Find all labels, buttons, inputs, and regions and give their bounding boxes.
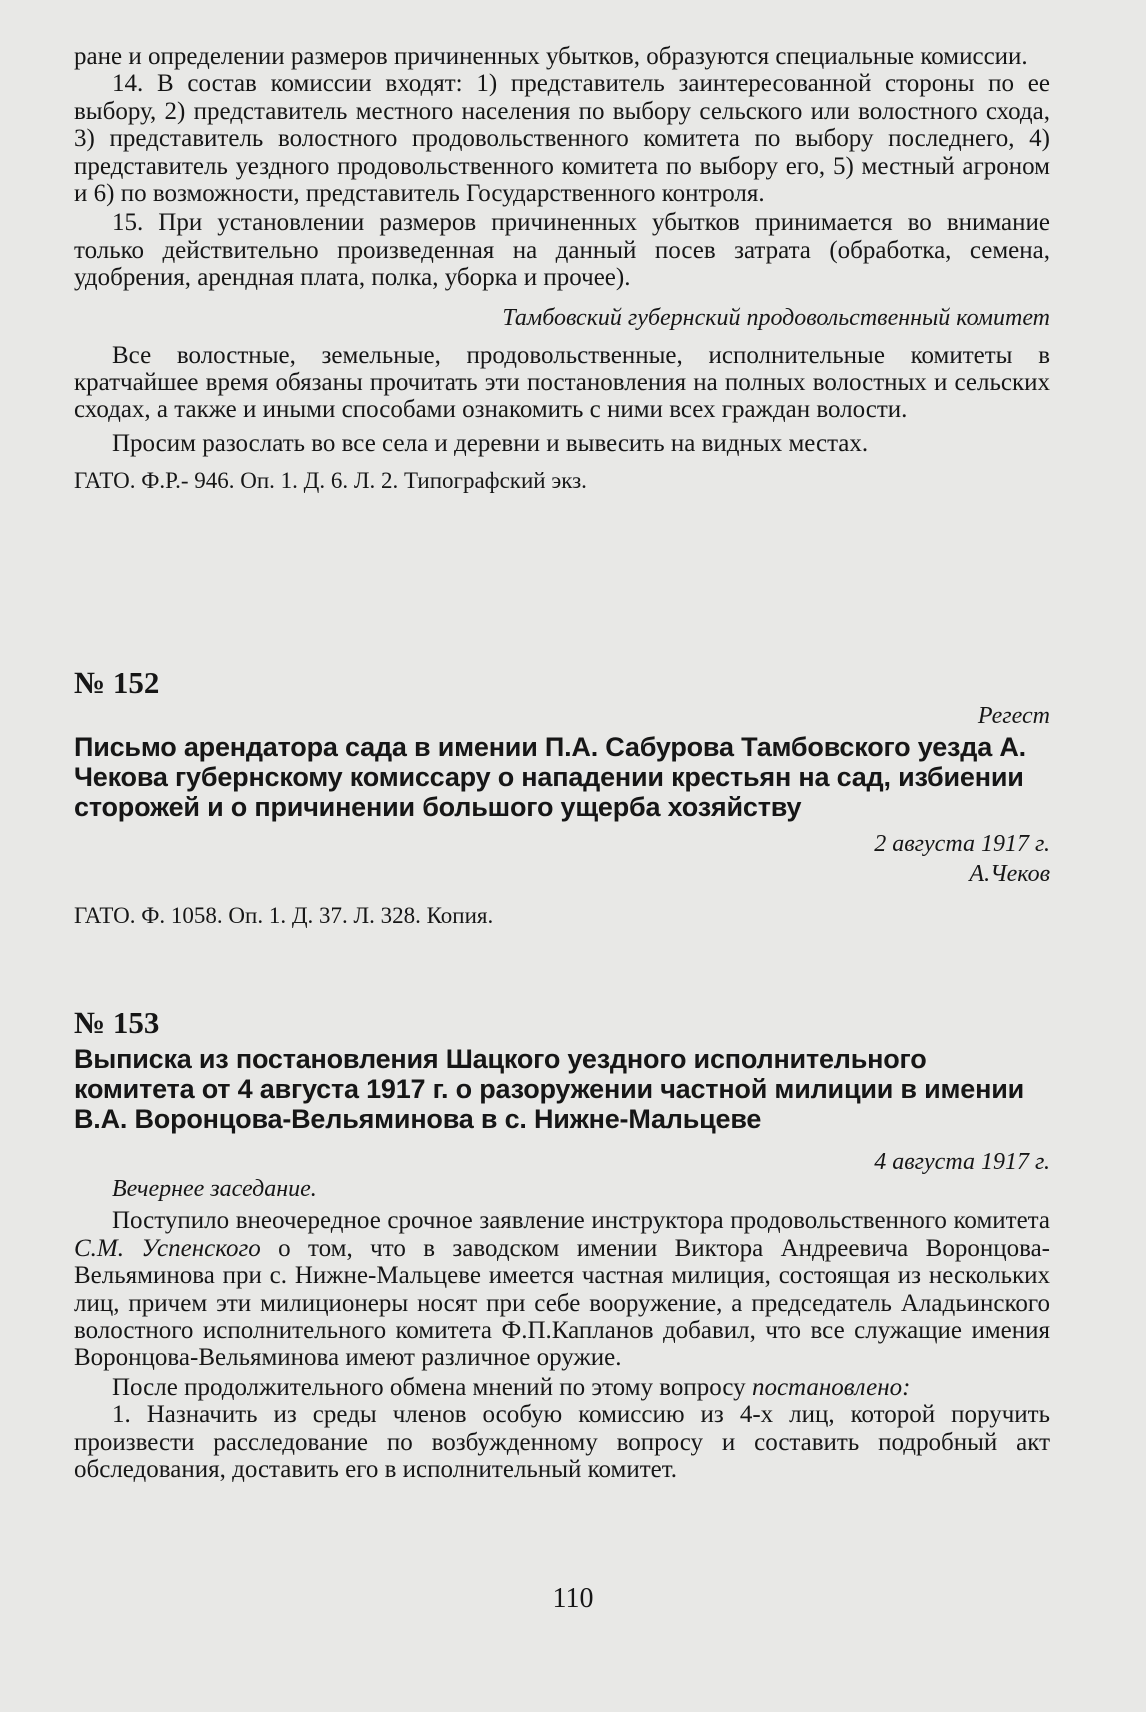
- instructor-name: С.М. Успенского: [74, 1234, 261, 1262]
- document-153: [74, 1006, 1050, 1483]
- paragraph-14: 14. В состав комиссии входят: 1) представитель заинтересованной стороны по ее выбору, 2) представитель местного населения по выбору сельского или волостного схода, 3) представитель волостного продовольственного комитета по выбору последнего, 4) представитель уездного продовольственного комитета по выбору его, 5) местный агроном и 6) по возможности, представитель Государственного контроля.: [74, 70, 1050, 208]
- archive-source: ГАТО. Ф.Р.- 946. Оп. 1. Д. 6. Л. 2. Типографский экз.: [74, 468, 587, 494]
- paragraph-statement: [74, 1207, 1050, 1371]
- document-date: 2 августа 1917 г.: [874, 831, 1050, 857]
- document-date: 4 августа 1917 г.: [874, 1149, 1050, 1175]
- document-author: А.Чеков: [969, 861, 1050, 887]
- paragraph-item-1: 1. Назначить из среды членов особую комиссию из 4-х лиц, которой поручить произвести расследование по возбужденному вопросу и составить подробный акт обследования, доставить его в исполнительный комитет.: [74, 1401, 1050, 1484]
- session-label: Вечернее заседание.: [112, 1176, 317, 1202]
- paragraph-request: Просим разослать во все села и деревни и вывесить на видных местах.: [112, 429, 869, 457]
- paragraph-all-committees: Все волостные, земельные, продовольственные, исполнительные комитеты в кратчайшее время обязаны прочитать эти постановления на полных волостных и сельских сходах, а также и иными способами ознакомить с ними всех граждан волости.: [74, 341, 1050, 424]
- document-title: Выписка из постановления Шацкого уездного исполнительного комитета от 4 августа 1917 г. о разоружении частной милиции в имении В.А. Воронцова-Вельяминова в с. Нижне-Мальцеве: [74, 1044, 1025, 1134]
- statement-text-b: о том, что в заводском имении Виктора Андреевича Воронцова-Вельяминова при с. Нижне-Мальцеве имеется частная милиция, состоящая из нескольких лиц, причем эти милиционеры носят при себе вооружение, а председатель Аладьинского волостного исполнительного комитета Ф.П.Капланов добавил, что все служащие имения Воронцова-Вельяминова имеют различное оружие.: [74, 1234, 1050, 1372]
- page-number: 110: [552, 1583, 594, 1614]
- decision-text: После продолжительного обмена мнений по этому вопросу: [112, 1373, 752, 1401]
- document-title: Письмо арендатора сада в имении П.А. Сабурова Тамбовского уезда А. Чекова губернскому комиссару о нападении крестьян на сад, избиении сторожей и о причинении большого ущерба хозяйству: [74, 732, 1026, 822]
- document-number: № 153: [74, 1005, 160, 1040]
- regest-label: Регест: [977, 703, 1050, 729]
- previous-document-continuation: [74, 43, 1050, 494]
- decided-label: постановлено:: [751, 1373, 911, 1401]
- signature-committee: Тамбовский губернский продовольственный комитет: [502, 304, 1050, 331]
- document-number: № 152: [74, 665, 160, 700]
- archive-source: ГАТО. Ф. 1058. Оп. 1. Д. 37. Л. 328. Копия.: [74, 903, 494, 928]
- paragraph-commissions: ране и определении размеров причиненных убытков, образуются специальные комиссии.: [74, 43, 1028, 70]
- document-152: [74, 666, 1050, 929]
- paragraph-decision: [74, 1374, 1050, 1401]
- paragraph-15: 15. При установлении размеров причиненных убытков принимается во внимание только действительно произведенная на данный посев затрата (обработка, семена, удобрения, арендная плата, полка, уборка и прочее).: [74, 209, 1050, 292]
- statement-text-a: Поступило внеочередное срочное заявление инструктора продовольственного комитета: [112, 1207, 1050, 1235]
